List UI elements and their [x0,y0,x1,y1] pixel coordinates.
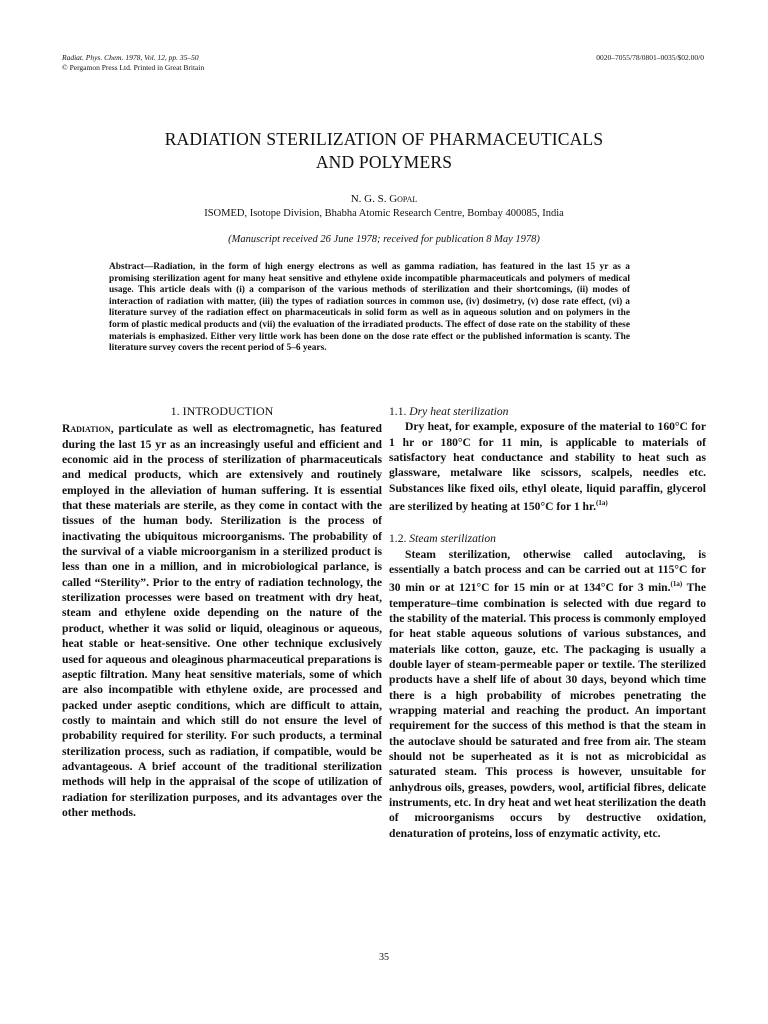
section-1-1-heading [389,404,706,419]
author-affiliation: ISOMED, Isotope Division, Bhabha Atomic Research Centre, Bombay 400085, India [204,208,564,219]
title-line-1: RADIATION STERILIZATION OF PHARMACEUTICALS [164,129,604,149]
intro-heading: 1. INTRODUCTION [170,404,274,418]
author-name: N. G. S. Gopal [350,193,418,205]
intro-paragraph [62,421,382,820]
section-1-1-ref: (1a) [595,499,608,508]
intro-lead: Radiation [62,422,111,436]
copyright-line: © Pergamon Press Ltd. Printed in Great Britain [62,63,205,72]
article-code: 0020–7055/78/0801–0035/$02.00/0 [596,53,704,62]
section-1-1-title: Dry heat sterilization [409,405,509,418]
title-line-2: AND POLYMERS [315,152,453,172]
abstract [109,262,630,355]
section-1-2-text-a: Steam sterilization, otherwise called autoclaving, is essentially a batch process and can be carried out at 115°C for 30 min or at 121°C for 15 min or at 134°C for 3 min. [389,547,706,595]
article-title [62,128,706,174]
section-1-2-title: Steam sterilization [409,532,496,546]
section-1-1-paragraph [389,419,706,514]
abstract-text: —Radiation, in the form of high energy electrons as well as gamma radiation, has featured in the last 15 yr as a promising sterilization agent for many heat sensitive and ethylene oxide incompatible pharmaceuticals and polymers of medical usage. This article deals with (i) a comparison of the various methods of sterilization and their shortcomings, (ii) modes of interaction of radiation with matter, (iii) the types of radiation sources in common use, (iv) dosimetry, (v) dose rate effect, (vi) a literature survey of the radiation effect on pharmaceuticals in solid form as well as in aqueous solution and on polymers in the form of plastic medical products and (vii) the evaluation of the irradiated products. The effect of dose rate on the stability of these materials is emphasized. Either very little work has been done on the dose rate effect or the published information is scanty. The literature survey covers the recent period of 5–6 years. [109,262,630,354]
section-1-2-heading [389,531,706,546]
section-1-1-number: 1.1. [389,405,407,418]
section-1-1-text: Dry heat, for example, exposure of the material to 160°C for 1 hr or 180°C for 11 min, is applicable to materials of satisfactory heat conductance and stability to heat such as glassware, metalware like scissors, scalpels, needles etc. Substances like fixed oils, ethyl oleate, liquid paraffin, glycerol are sterilized by heating at 150°C for 1 hr. [389,420,706,513]
intro-text: , particulate as well as electromagnetic, has featured during the last 15 yr as an increasingly useful and efficient and economic aid in the process of sterilization of pharmaceuticals and medical products, which are extensively and routinely employed in the alleviation of human suffering. It is essential that these materials are sterile, as they come in contact with the tissues of the human body. Sterilization is the process of inactivating the ubiquitous microorganisms. The probability of the survival of a viable microorganism in a sterilized product is less than one in a million, and in microbiological parlance, is called “Sterility”. Prior to the entry of radiation technology, the sterilization processes were based on treatment with dry heat, steam and ethylene oxide depending on the nature of the product, whether it was solid or liquid, oleaginous or aqueous, heat stable or heat-sensitive. One other technique exclusively used for aqueous and oleaginous pharmaceutical preparations is aseptic filtration. Many heat sensitive materials, some of which are also incompatible with ethylene oxide, are processed and packed under aseptic conditions, which are difficult to attain, costly to maintain and which still do not ensure the level of probability required for sterility. For such products, a terminal sterilization process, such as radiation, if compatible, would be advantageous. A brief account of the traditional sterilization methods will help in the appraisal of the scope of utilization of radiation for sterilization purposes, and its advantages over the other methods. [62,422,382,819]
page-number: 35 [379,952,389,963]
section-1-2-number: 1.2. [389,532,407,546]
section-1-2-ref: (1a) [670,580,683,589]
right-column [389,404,706,841]
journal-citation [62,53,204,73]
left-column [62,404,382,820]
journal-line: Radiat. Phys. Chem. 1978, Vol. 12, pp. 35–50 [62,53,199,62]
section-1-2-text-b: The temperature–time combination is selected with due regard to the stability of the material. This process is commonly employed for heat stable aqueous solutions of various substances, and materials like cotton, gauze, etc. The packaging is usually a double layer of steam-permeable paper or textile. The sterilized products have a shelf life of about 30 days, beyond which time there is a high probability of microbes penetrating the wrapping material and reaching the product. An important requirement for the success of this method is that the steam in the autoclave should be saturated and free from air. The steam should not be superheated as it is not as microbicidal as saturated steam. This process is however, unsuitable for anhydrous oils, greases, powders, wool, artificial fibres, delicate instruments, etc. In dry heat and wet heat sterilization the death of microorganisms occurs by destructive oxidation, denaturation of proteins, loss of enzymatic activity, etc. [389,581,707,840]
received-dates: (Manuscript received 26 June 1978; received for publication 8 May 1978) [228,234,540,245]
abstract-label: Abstract [109,262,144,272]
section-1-2-paragraph [389,547,706,841]
